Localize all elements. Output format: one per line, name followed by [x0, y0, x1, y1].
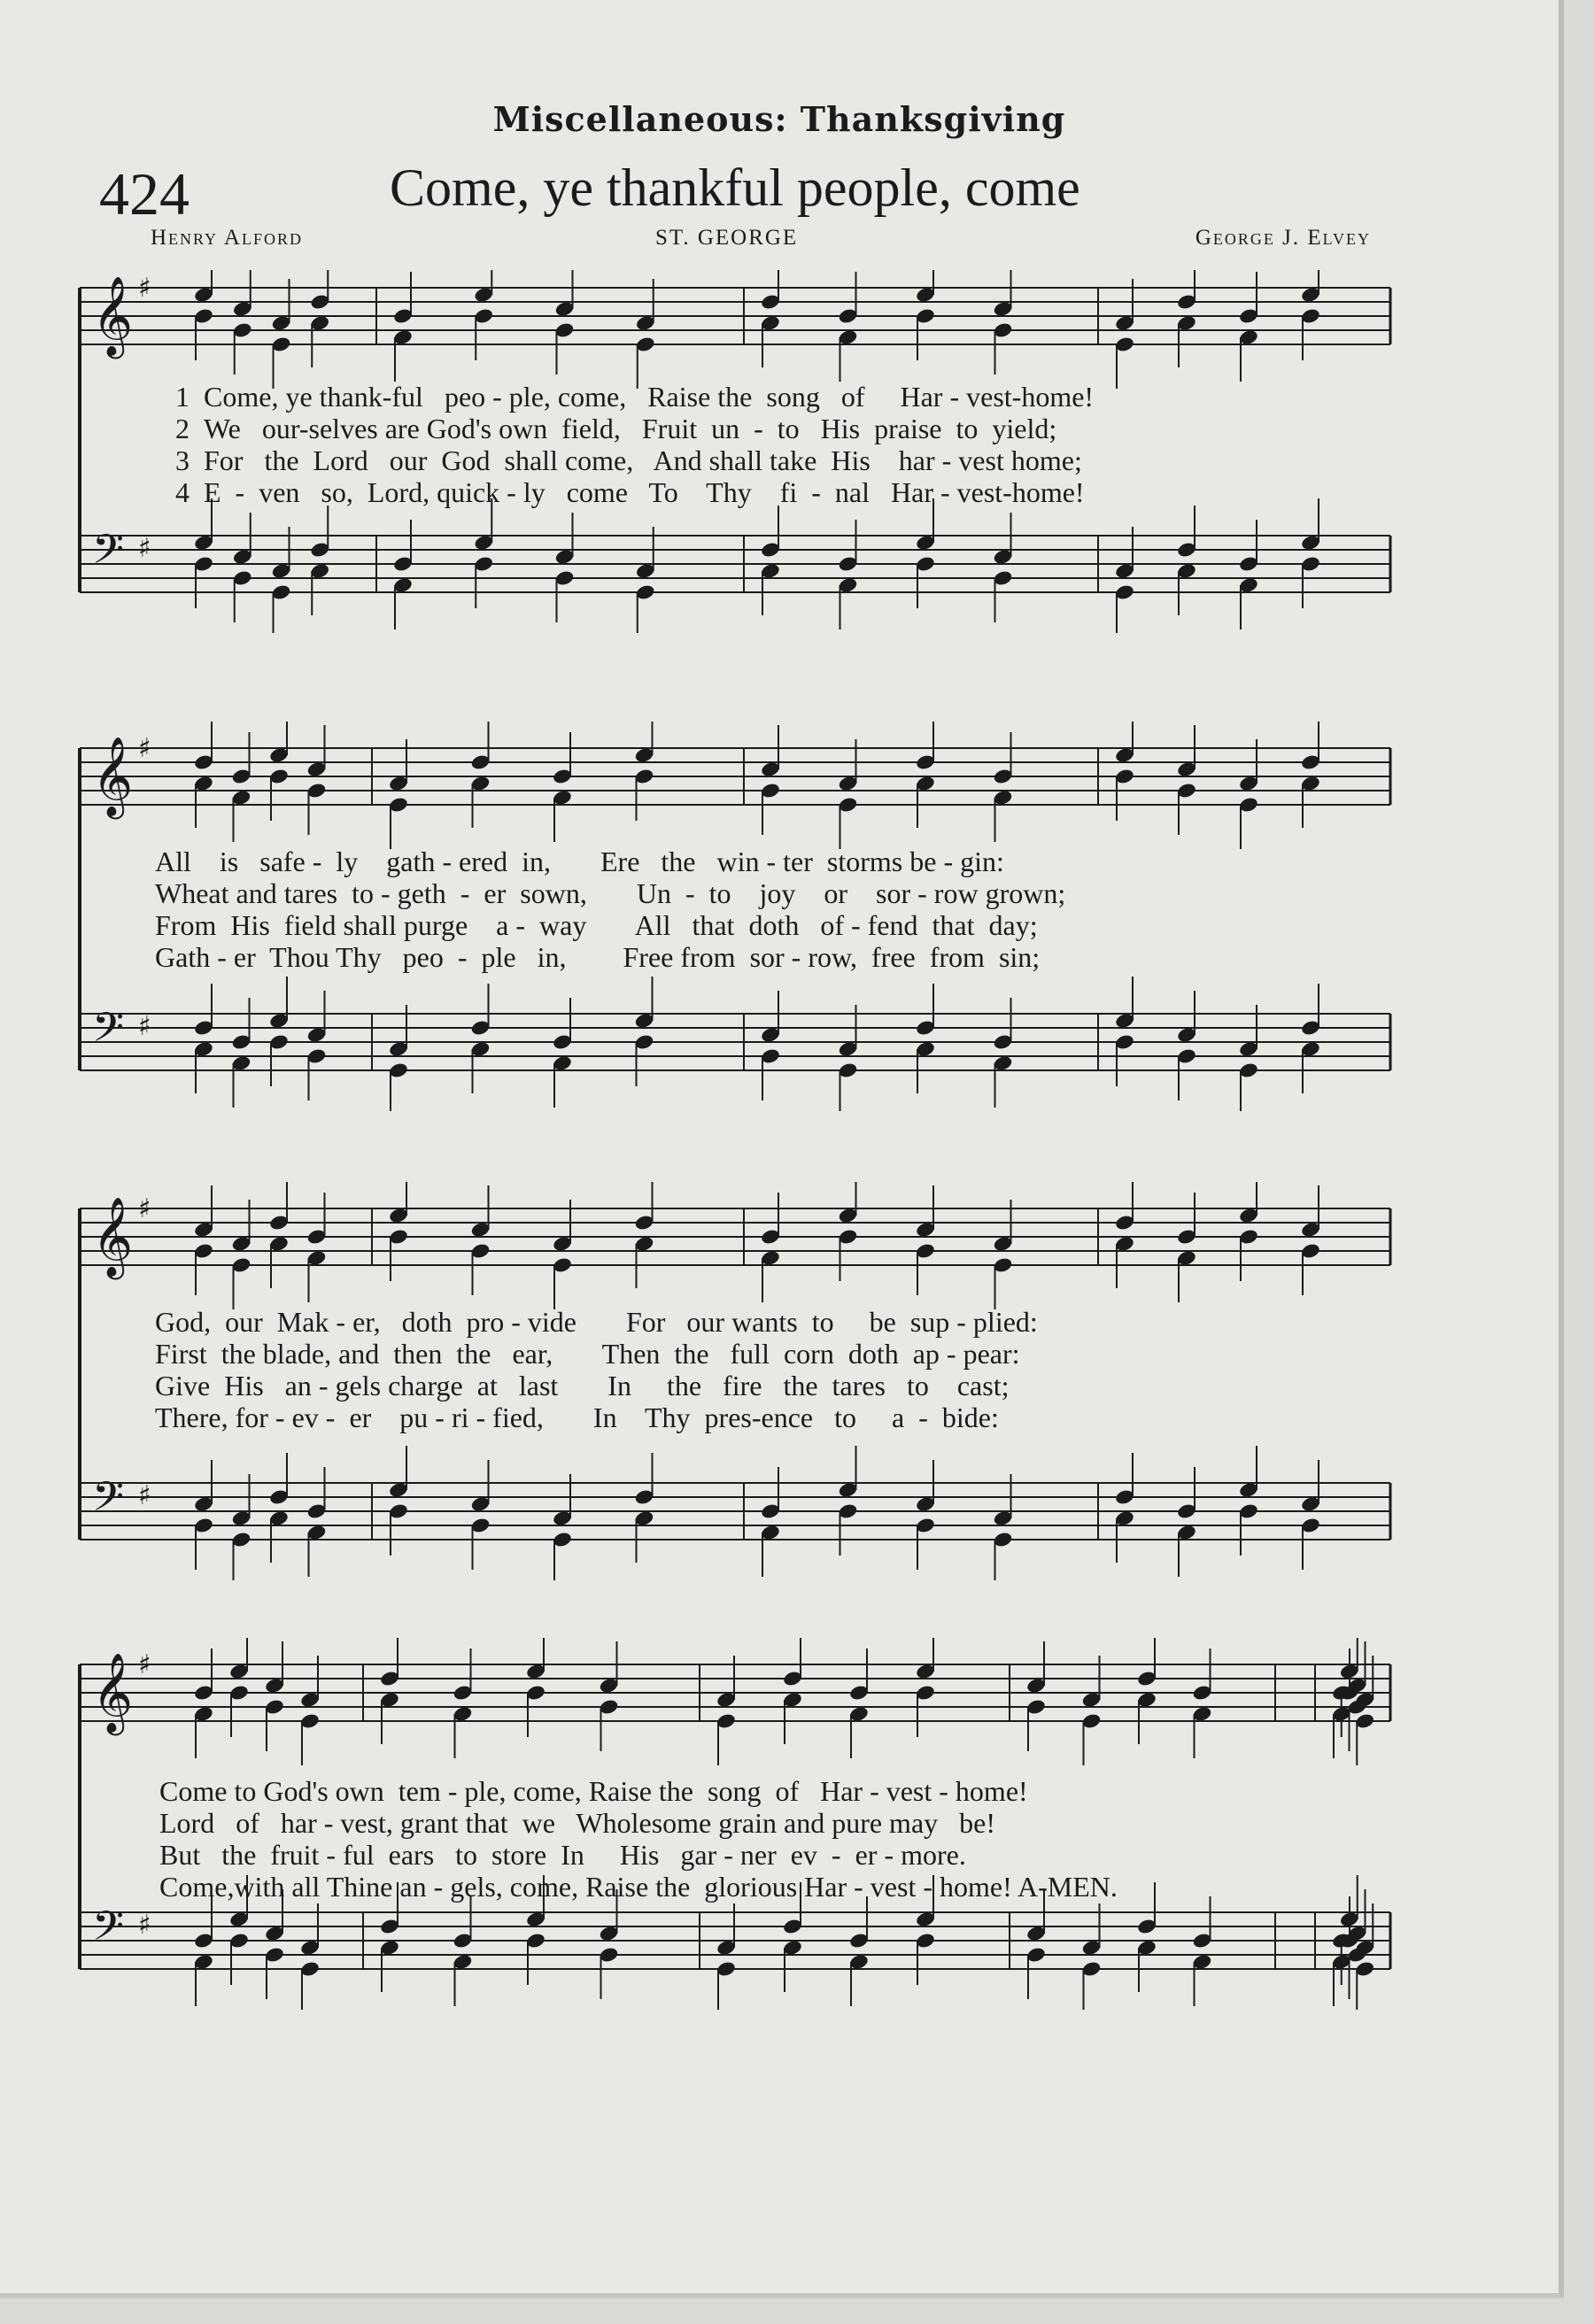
sharp-icon: ♯	[138, 1193, 151, 1224]
sharp-icon: ♯	[138, 533, 151, 564]
lyric-text: Come, ye thank-ful peo - ple, come, Raise the song of Har - vest-home!	[204, 381, 1095, 413]
sharp-icon: ♯	[138, 1011, 151, 1042]
lyric-line: First the blade, and then the ear, Then the full corn doth ap - pear:	[155, 1338, 1020, 1370]
lyric-line: Gath - er Thou Thy peo - ple in, Free from sor - row, free from sin;	[155, 941, 1041, 973]
lyric-line: God, our Mak - er, doth pro - vide For our wants to be sup - plied:	[155, 1306, 1038, 1338]
bass-clef-icon: 𝄢	[92, 1473, 125, 1531]
lyric-line: Lord of har - vest, grant that we Wholesome grain and pure may be!	[159, 1807, 995, 1839]
sharp-icon: ♯	[138, 733, 151, 764]
sharp-icon: ♯	[138, 1480, 151, 1511]
bass-clef-icon: 𝄢	[92, 526, 125, 583]
hymn-number: 424	[99, 160, 190, 228]
lyric-line: From His field shall purge a - way All that doth of - fend that day;	[155, 909, 1038, 941]
treble-clef-icon: 𝄞	[92, 737, 134, 816]
composer-credit: George J. Elvey	[1195, 226, 1371, 250]
music-system-3	[71, 1182, 1399, 1580]
music-system-2	[71, 722, 1399, 1111]
category-heading: Miscellaneous: Thanksgiving	[492, 99, 1066, 139]
lyric-line	[175, 476, 1085, 508]
sharp-icon: ♯	[138, 273, 151, 304]
lyric-line: Come to God's own tem - ple, come, Raise the song of Har - vest - home!	[159, 1775, 1028, 1807]
treble-clef-icon: 𝄞	[92, 276, 134, 356]
tune-name: ST. GEORGE	[655, 226, 799, 250]
bass-clef-icon: 𝄢	[92, 1903, 125, 1960]
treble-clef-icon: 𝄞	[92, 1197, 134, 1277]
lyric-line: All is safe - ly gath - ered in, Ere the win - ter storms be - gin:	[155, 845, 1004, 877]
lyric-text: E - ven so, Lord, quick - ly come To Thy fi - nal Har - vest-home!	[204, 476, 1085, 508]
verse-number: 2	[175, 413, 190, 444]
verse-number: 1	[175, 381, 190, 413]
music-system-4	[71, 1638, 1399, 2010]
sharp-icon: ♯	[138, 1649, 151, 1680]
music-system-1	[71, 270, 1399, 633]
lyric-text: We our-selves are God's own field, Fruit un - to His praise to yield;	[204, 413, 1057, 444]
treble-clef-icon: 𝄞	[92, 1653, 134, 1733]
verse-number: 4	[175, 476, 190, 508]
lyric-text: For the Lord our God shall come, And shall take His har - vest home;	[204, 444, 1082, 476]
lyric-line	[175, 381, 1094, 413]
hymn-title: Come, ye thankful people, come	[390, 158, 1080, 217]
lyric-line	[175, 413, 1056, 444]
verse-number: 3	[175, 444, 190, 476]
lyric-line: Come,with all Thine an - gels, come, Raise the glorious Har - vest - home! A-MEN.	[159, 1871, 1118, 1903]
bass-clef-icon: 𝄢	[92, 1004, 125, 1062]
lyric-line	[175, 444, 1082, 476]
lyric-line: Wheat and tares to - geth - er sown, Un - to joy or sor - row grown;	[155, 877, 1066, 909]
lyric-line: There, for - ev - er pu - ri - fied, In Thy pres-ence to a - bide:	[155, 1401, 999, 1433]
lyric-line: But the fruit - ful ears to store In His gar - ner ev - er - more.	[159, 1839, 966, 1871]
author-credit: Henry Alford	[151, 226, 303, 250]
sharp-icon: ♯	[138, 1910, 151, 1941]
lyric-line: Give His an - gels charge at last In the fire the tares to cast;	[155, 1370, 1010, 1401]
